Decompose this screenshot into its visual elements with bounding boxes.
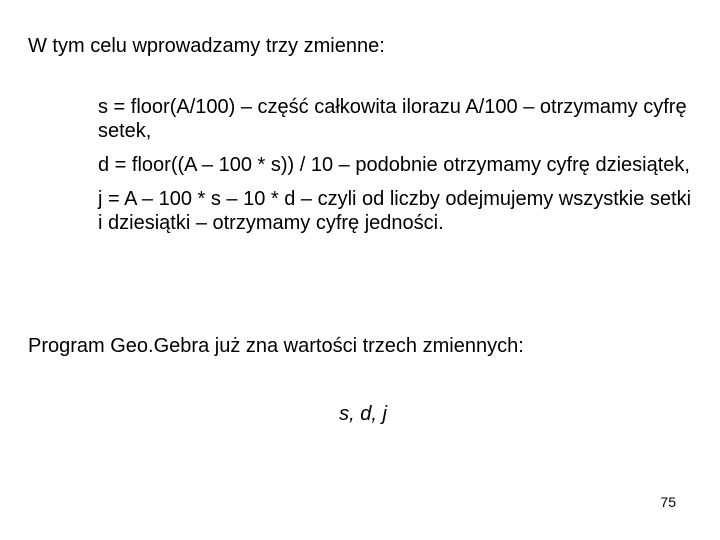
variables-line [0, 400, 720, 428]
intro-text: W tym celu wprowadzamy trzy zmienne: [28, 35, 385, 57]
page-number: 75 [660, 494, 676, 510]
definition-j: j = A – 100 * s – 10 * d – czyli od liczby odejmujemy wszystkie setki i dziesiątki – otrzymamy cyfrę jedności. [98, 188, 692, 234]
summary-text: Program Geo.Gebra już zna wartości trzech zmiennych: [28, 335, 524, 357]
definition-d: d = floor((A – 100 * s)) / 10 – podobnie otrzymamy cyfrę dziesiątek, [98, 154, 690, 176]
variables-text: s, d, j [339, 403, 387, 425]
definition-list [98, 95, 698, 235]
definition-s: s = floor(A/100) – część całkowita ilorazu A/100 – otrzymamy cyfrę setek, [98, 96, 687, 142]
